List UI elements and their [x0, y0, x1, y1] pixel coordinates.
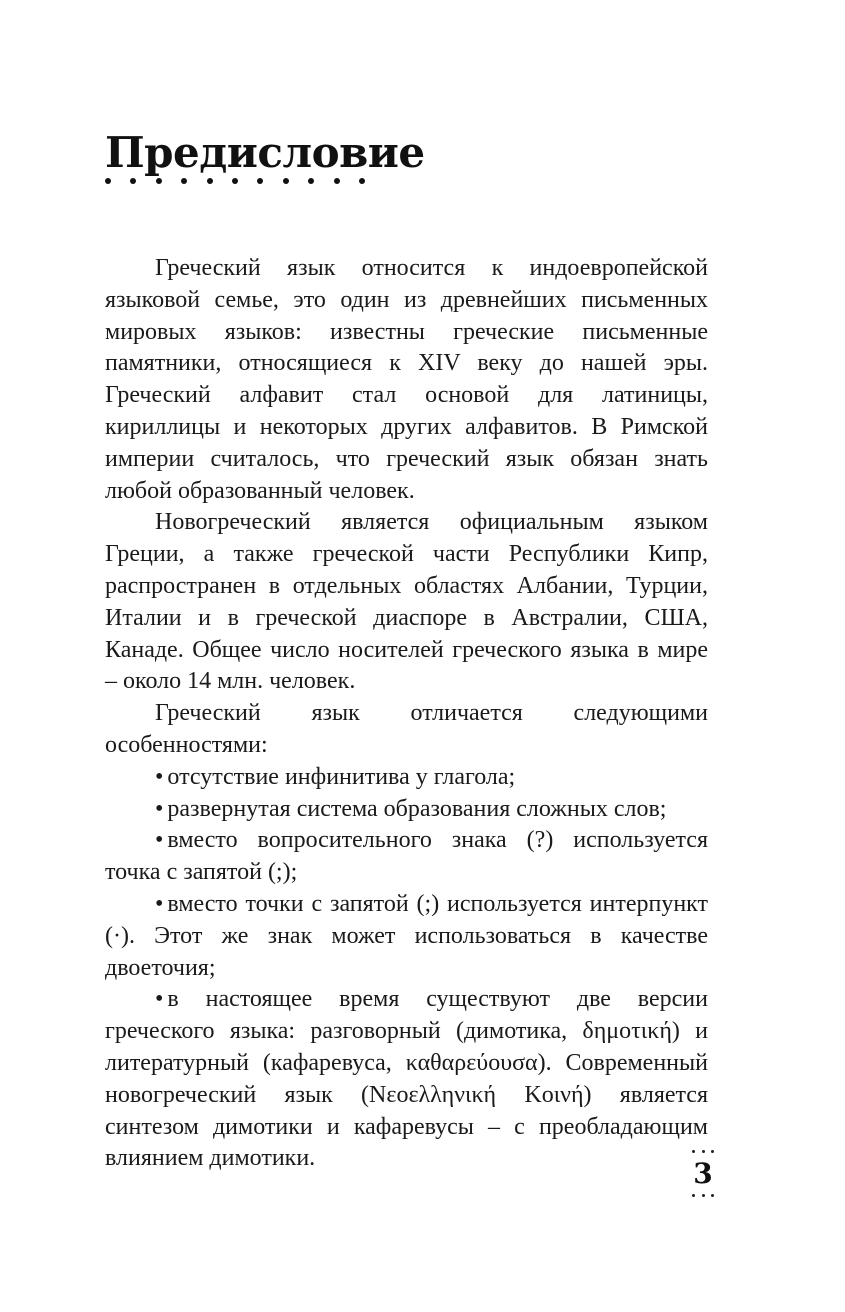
bullet-text: развернутая система образования сложных слов;: [167, 795, 667, 822]
title-dotted-rule: [105, 174, 365, 188]
bullet-text: отсутствие инфинитива у глагола;: [167, 763, 516, 790]
page-number-dots-bottom: [692, 1194, 714, 1197]
rule-dot: [359, 178, 365, 184]
paragraph-features-intro: Греческий язык отличается следующими особенностями:: [105, 700, 708, 758]
rule-dot: [257, 178, 263, 184]
paragraph-intro: Греческий язык относится к индоевропейской языковой семье, это один из древнейших письменных мировых языков: известны греческие письменные памятники, относящиеся к XIV веку до нашей эры. Греческий алфавит стал основой для латиницы, кириллицы и некоторых других алфавитов. В Римской империи считалось, что греческий язык обязан знать любой образованный человек.: [105, 255, 708, 504]
rule-dot: [308, 178, 314, 184]
rule-dot: [130, 178, 136, 184]
body-text: [105, 253, 708, 1175]
bullet-item: [105, 794, 708, 826]
bullet-icon: •: [155, 763, 164, 790]
bullet-text: в настоящее время существуют две версии греческого языка: разговорный (димотика, δημοτική) и литературный (кафаревуса, καθαρεύουσα). Современный новогреческий язык (Νεοελληνική Κοινή) является синтезом димотики и кафаревусы – с преобладающим влиянием димотики.: [105, 986, 708, 1172]
bullet-item: [105, 889, 708, 984]
bullet-icon: •: [155, 827, 164, 854]
bullet-text: вместо вопросительного знака (?) используется точка с запятой (;);: [105, 827, 708, 886]
paragraph-modern-greek: Новогреческий является официальным языком Греции, а также греческой части Республики Кипр, распространен в отдельных областях Албании, Турции, Италии и в греческой диаспоре в Австралии, США, Канаде. Общее число носителей греческого языка в мире – около 14 млн. человек.: [105, 509, 708, 695]
bullet-text: вместо точки с запятой (;) используется интерпункт (·). Этот же знак может использоваться в качестве двоеточия;: [105, 890, 708, 981]
rule-dot: [283, 178, 289, 184]
bullet-item: [105, 762, 708, 794]
page-number-block: [686, 1148, 720, 1200]
rule-dot: [156, 178, 162, 184]
bullet-item: [105, 984, 708, 1175]
page-title: Предисловие: [105, 128, 425, 177]
page-number-dots-top: [692, 1150, 714, 1153]
page-number: 3: [693, 1157, 713, 1190]
rule-dot: [105, 178, 111, 184]
bullet-icon: •: [155, 795, 164, 822]
rule-dot: [232, 178, 238, 184]
rule-dot: [207, 178, 213, 184]
rule-dot: [334, 178, 340, 184]
bullet-item: [105, 825, 708, 889]
rule-dot: [181, 178, 187, 184]
bullet-icon: •: [155, 986, 164, 1013]
bullet-icon: •: [155, 890, 164, 917]
